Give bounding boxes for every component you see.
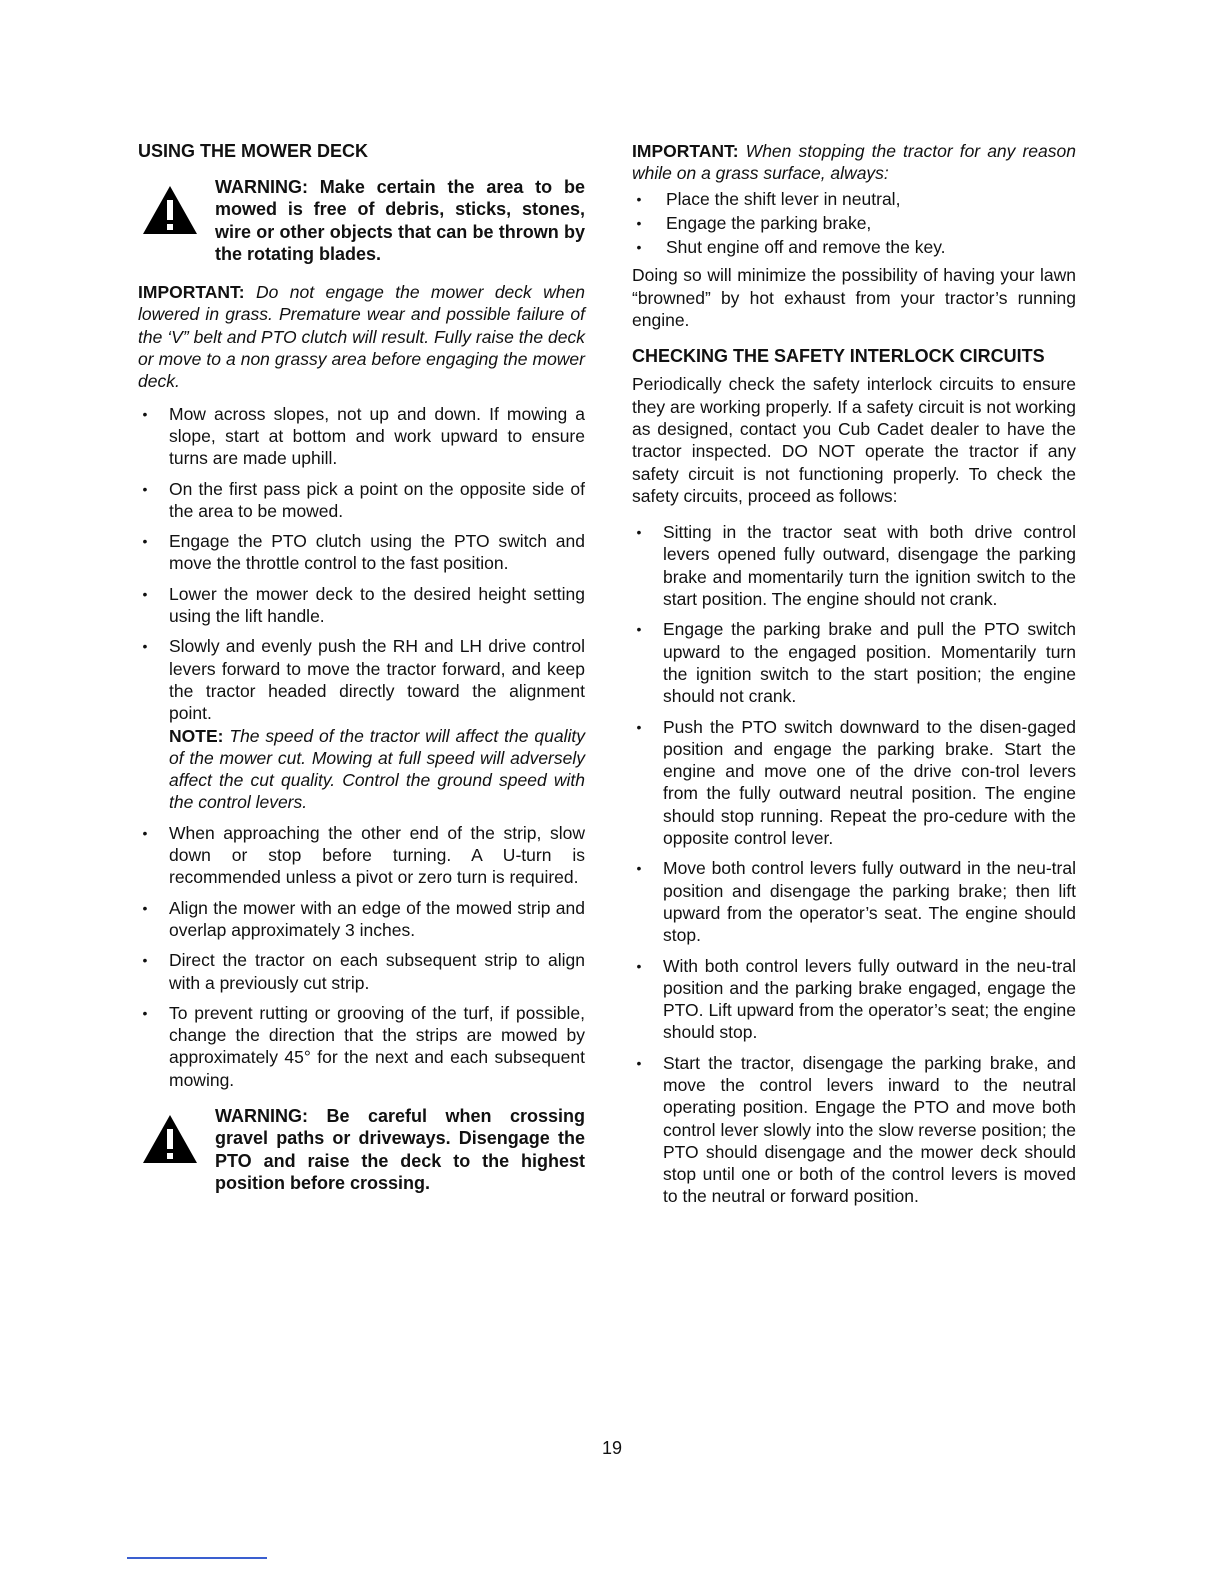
mowing-steps-list (138, 403, 585, 1091)
list-item-text: Start the tractor, disengage the parking brake, and move the control levers inward to the neutral operating position. Engage the PTO and move both control lever slowly into the slow reverse position; the PTO should disengage and the mower deck should stop until one or both of the control levers is moved to the neutral or forward position. (663, 1052, 1076, 1207)
list-item-text: Move both control levers fully outward in the neu-tral position and disengage the parking brake; then lift upward from the operator’s seat. The engine should stop. (663, 858, 1076, 946)
bullet-dot-icon: • (636, 524, 642, 541)
list-item-text: Sitting in the tractor seat with both drive control levers opened fully outward, disengage the parking brake and momentarily turn the ignition switch to the start position. The engine should not crank. (663, 522, 1076, 610)
list-item (138, 403, 585, 470)
list-item (138, 1002, 585, 1091)
list-item-text: On the first pass pick a point on the opposite side of the area to be mowed. (169, 478, 585, 521)
bullet-dot-icon: • (142, 638, 148, 655)
list-item (632, 521, 1076, 610)
important-text: Do not engage the mower deck when lowered in grass. Premature wear and possible failure of the ‘V” belt and PTO clutch will result. Fully raise the deck or move to a non grassy area before engaging the mower deck. (138, 282, 585, 392)
important-label: IMPORTANT: (138, 282, 245, 303)
list-item (138, 583, 585, 628)
warning-text-debris: WARNING: Make certain the area to be mowed is free of debris, sticks, stones, wire or other objects that can be thrown by the rotating blades. (215, 177, 585, 264)
list-item-text: When approaching the other end of the strip, slow down or stop before turning. A U-turn is recommended unless a pivot or zero turn is required. (169, 822, 585, 888)
list-item (138, 949, 585, 994)
stopping-paragraph: Doing so will minimize the possibility of having your lawn “browned” by hot exhaust from your tractor’s running engine. (632, 265, 1076, 331)
bullet-dot-icon: • (142, 480, 148, 497)
bullet-dot-icon: • (636, 621, 642, 638)
bullet-dot-icon: • (142, 585, 148, 602)
bullet-dot-icon: • (142, 405, 148, 422)
bullet-dot-icon: • (142, 533, 148, 550)
bullet-dot-icon: • (142, 899, 148, 916)
important-label: IMPORTANT: (632, 141, 739, 161)
list-item (632, 857, 1076, 946)
bullet-dot-icon: • (636, 860, 642, 877)
bullet-dot-icon: • (636, 190, 642, 207)
important-text: When stopping the tractor for any reason while on a grass surface, always: (632, 141, 1076, 184)
list-item (138, 478, 585, 523)
bullet-dot-icon: • (636, 957, 642, 974)
page-number: 19 (601, 1438, 623, 1458)
warning-text-gravel: WARNING: Be careful when crossing gravel paths or driveways. Disengage the PTO and raise the deck to the highest position before crossing. (215, 1105, 585, 1193)
list-item-text: Engage the parking brake and pull the PTO switch upward to the engaged position. Momentarily turn the ignition switch to the start position; the engine should not crank. (663, 619, 1076, 707)
list-item-text: To prevent rutting or grooving of the turf, if possible, change the direction that the strips are mowed by approximately 45° for the next and each subsequent mowing. (169, 1002, 585, 1090)
warning-block-gravel (138, 1105, 585, 1194)
bullet-dot-icon: • (142, 1004, 148, 1021)
bullet-dot-icon: • (636, 214, 642, 231)
list-item (632, 188, 1076, 210)
list-item-text: With both control levers fully outward in the neu-tral position and the parking brake engaged, engage the PTO. Lift upward from the operator’s seat; the engine should stop. (663, 955, 1076, 1043)
left-column (138, 140, 585, 1210)
list-item (138, 635, 585, 813)
list-item (138, 822, 585, 889)
warning-block-debris (138, 176, 585, 265)
bullet-dot-icon: • (636, 718, 642, 735)
important-note-left (138, 281, 585, 392)
list-item-text: Place the shift lever in neutral, (666, 188, 901, 209)
bullet-dot-icon: • (636, 239, 642, 256)
section-heading-mower-deck: USING THE MOWER DECK (138, 141, 369, 161)
bottom-divider (127, 1557, 267, 1559)
list-item-text: Engage the PTO clutch using the PTO switch and move the throttle control to the fast position. (169, 531, 585, 574)
list-item-text: Lower the mower deck to the desired height setting using the lift handle. (169, 583, 585, 627)
list-item (632, 1052, 1076, 1208)
note-text: The speed of the tractor will affect the quality of the mower cut. Mowing at full speed will adversely affect the cut quality. Control the ground speed with the control levers. (169, 725, 586, 813)
important-note-right (632, 140, 1076, 185)
bullet-dot-icon: • (142, 824, 148, 841)
list-item (632, 212, 1076, 234)
section-heading-safety-interlock: CHECKING THE SAFETY INTERLOCK CIRCUITS (632, 346, 1045, 367)
list-item-text: Slowly and evenly push the RH and LH drive control levers forward to move the tractor forward, and keep the tractor headed directly toward the alignment point. (169, 636, 585, 724)
list-item (632, 716, 1076, 850)
list-item (138, 530, 585, 575)
note-label: NOTE: (169, 725, 224, 746)
list-item-text: Mow across slopes, not up and down. If mowing a slope, start at bottom and work upward to ensure turns are made uphill. (169, 403, 585, 469)
list-item (632, 236, 1076, 258)
list-item-text: Engage the parking brake, (666, 212, 872, 233)
list-item-text: Shut engine off and remove the key. (666, 237, 946, 258)
note-speed (169, 725, 585, 814)
right-column (632, 140, 1076, 1216)
warning-triangle-icon (141, 1113, 199, 1165)
list-item-text: Direct the tractor on each subsequent strip to align with a previously cut strip. (169, 950, 585, 993)
list-item (632, 618, 1076, 707)
safety-intro: Periodically check the safety interlock circuits to ensure they are working properly. If a safety circuit is not working as designed, contact you Cub Cadet dealer to have the tractor inspected. DO NOT operate the tractor if any safety circuit is not functioning properly. To check the safety circuits, proceed as follows: (632, 374, 1076, 506)
safety-check-list (632, 521, 1076, 1208)
list-item-text: Align the mower with an edge of the mowed strip and overlap approximately 3 inches. (169, 897, 585, 940)
list-item-text: Push the PTO switch downward to the disen-gaged position and engage the parking brake. Start the engine and move one of the drive con-trol levers from the fully outward neutral position. The engine should stop running. Repeat the pro-cedure with the opposite control lever. (663, 716, 1076, 849)
list-item (632, 955, 1076, 1044)
warning-triangle-icon (141, 184, 199, 236)
bullet-dot-icon: • (636, 1054, 642, 1071)
bullet-dot-icon: • (142, 952, 148, 969)
list-item (138, 897, 585, 942)
stopping-steps-list (632, 188, 1076, 259)
